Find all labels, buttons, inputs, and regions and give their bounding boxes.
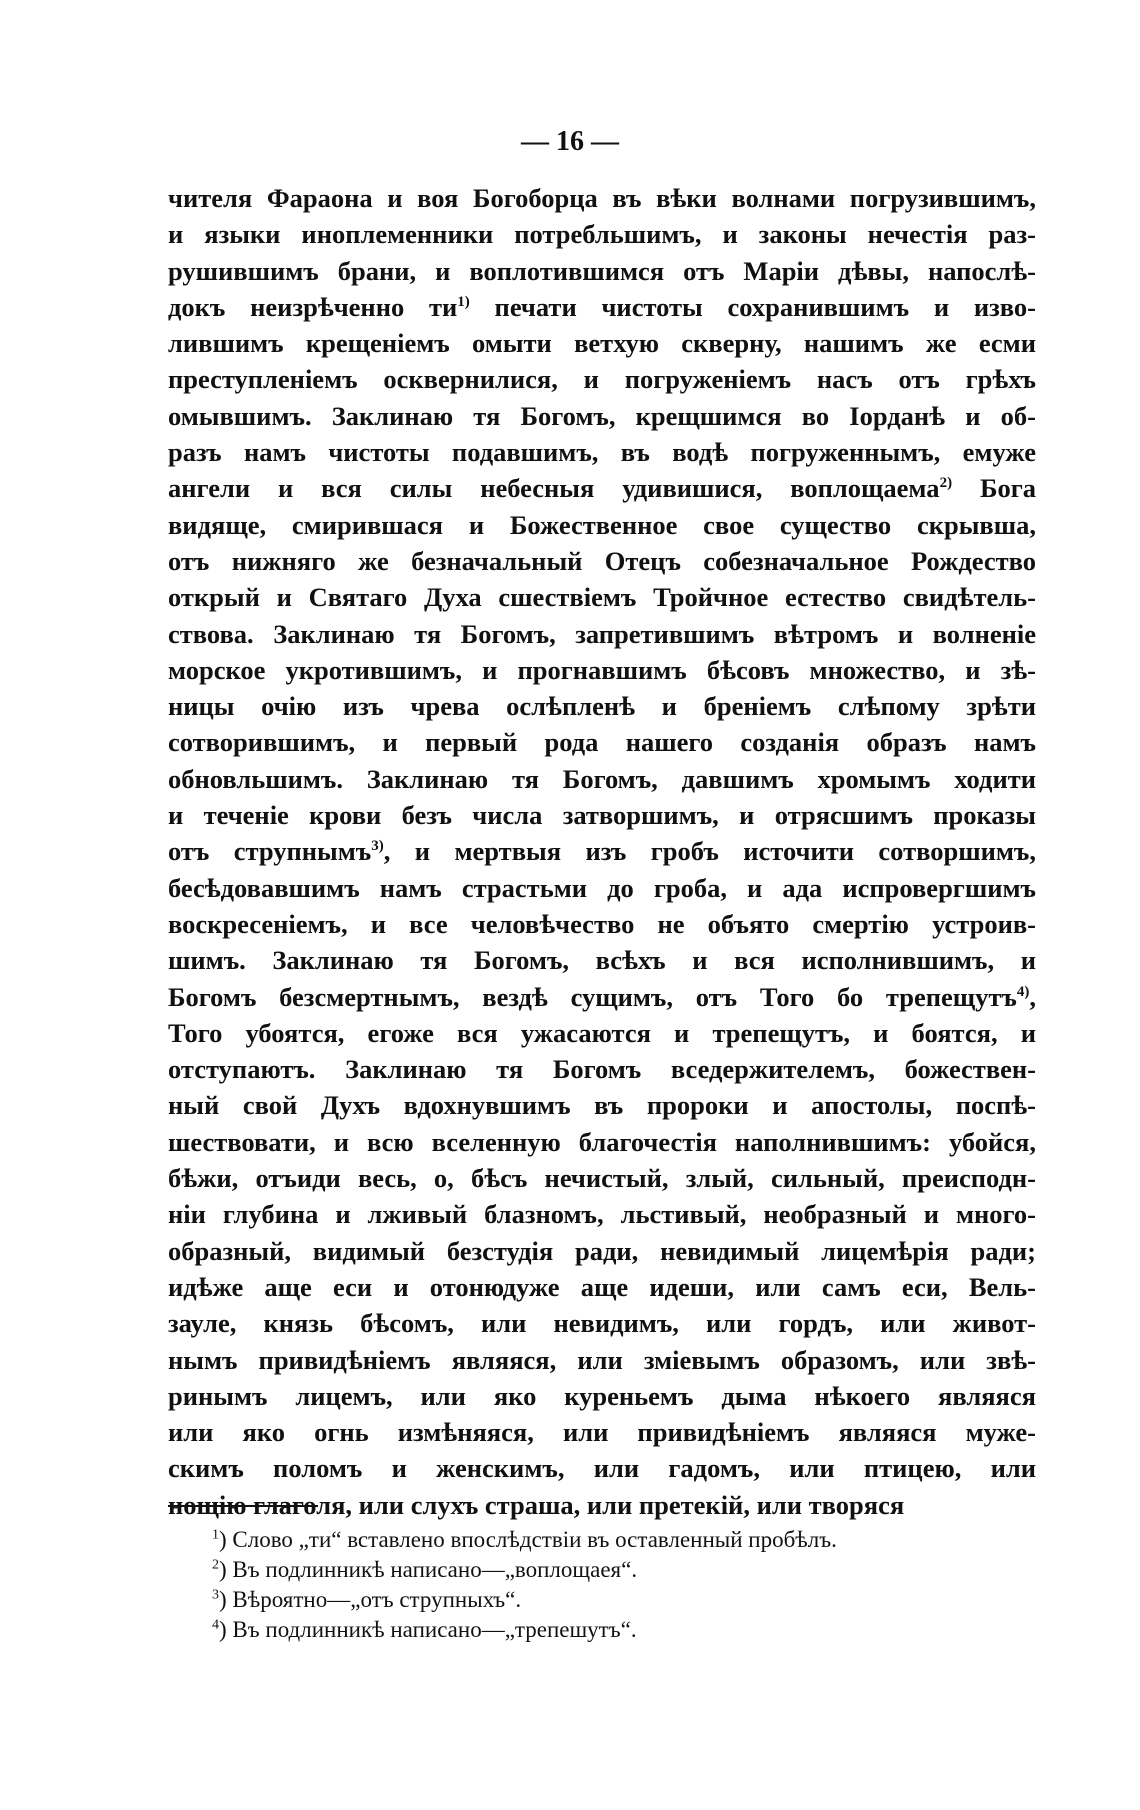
footnote: $^1$) Слово „ти“ вставлено впослѣдствіи въ оставленный пробѣлъ. [212, 1527, 837, 1552]
text-line: скимъ поломъ и женскимъ, или гадомъ, или птицею, или [168, 1453, 1036, 1484]
footnotes [212, 1525, 1012, 1645]
footnote-ref-4: 4) [1016, 983, 1030, 1000]
text-line: зауле, князь бѣсомъ, или невидимъ, или гордъ, или живот- [168, 1308, 1036, 1339]
text-line: докъ неизрѣченно $ти^{1)}$ печати чистоты сохранившимъ и изво- [168, 291, 1036, 322]
text-line: ный свой Духъ вдохнувшимъ въ пророки и апостолы, поспѣ- [168, 1090, 1036, 1121]
text-line: образный, видимый безстудія ради, невидимый лицемѣрія ради; [168, 1235, 1036, 1266]
footnote-divider [168, 1505, 318, 1507]
text-line: или яко огнь измѣняяся, или привидѣніемъ являяся муже- [168, 1417, 1036, 1448]
text-line: омывшимъ. Заклинаю тя Богомъ, крещшимся во Іорданѣ и об- [168, 400, 1036, 431]
text-line: сотворившимъ, и первый рода нашего созданія образъ намъ [168, 727, 1036, 758]
footnote-ref-2: 2) [939, 475, 953, 492]
text-line: разъ намъ чистоты подавшимъ, въ водѣ погруженнымъ, емуже [168, 437, 1036, 468]
text-line: ніи глубина и лживый блазномъ, льстивый, необразный и много- [168, 1199, 1036, 1230]
footnote: $^4$) Въ подлинникѣ написано—„трепешутъ“. [212, 1617, 637, 1642]
text-line: рушившимъ брани, и воплотившимся отъ Маріи дѣвы, напослѣ- [168, 255, 1036, 286]
text-line: идѣже аще еси и отонюдуже аще идеши, или самъ еси, Вель- [168, 1271, 1036, 1302]
text-line: шимъ. Заклинаю тя Богомъ, всѣхъ и вся исполнившимъ, и [168, 945, 1036, 976]
text-line: видяще, смирившася и Божественное свое существо скрывша, [168, 509, 1036, 540]
text-line: обновльшимъ. Заклинаю тя Богомъ, давшимъ хромымъ ходити [168, 763, 1036, 794]
text-line: отъ нижняго же безначальный Отецъ собезначальное Рождество [168, 545, 1036, 576]
text-line: ствова. Заклинаю тя Богомъ, запретившимъ вѣтромъ и волненіе [168, 618, 1036, 649]
text-line: преступленіемъ осквернилися, и погруженіемъ насъ отъ грѣхъ [168, 364, 1036, 395]
text-line: нымъ привидѣніемъ являяся, или зміевымъ образомъ, или звѣ- [168, 1344, 1036, 1375]
text-line: открый и Святаго Духа сшествіемъ Тройчное естество свидѣтель- [168, 582, 1036, 613]
text-line: ангели и вся силы небесныя удивишися, воплощаема$^{2)}$ Бога [168, 473, 1036, 504]
text-line: нощію глаголя, или слухъ страша, или претекій, или творяся [168, 1489, 905, 1520]
text-line: бесѣдовавшимъ намъ страстьми до гроба, и ада испровергшимъ [168, 872, 1036, 903]
footnote: $^3$) Вѣроятно—„отъ струпныхъ“. [212, 1587, 522, 1612]
text-line: Того убоятся, егоже вся ужасаются и трепещутъ, и боятся, и [168, 1017, 1036, 1048]
text-line: и теченіе крови безъ числа затворшимъ, и отрясшимъ проказы [168, 800, 1036, 831]
text-line: отступаютъ. Заклинаю тя Богомъ вседержителемъ, божествен- [168, 1054, 1036, 1085]
text-line: шествовати, и всю вселенную благочестія наполнившимъ: убойся, [168, 1126, 1036, 1157]
text-line: отъ струпнымъ$^{3)}$, и мертвыя изъ гробъ источити сотворшимъ, [168, 836, 1036, 867]
text-line: воскресеніемъ, и все человѣчество не объято смертію устроив- [168, 908, 1036, 939]
text-line: ринымъ лицемъ, или яко куреньемъ дыма нѣкоего являяся [168, 1380, 1036, 1411]
main-text [168, 180, 1036, 1523]
footnote: $^2$) Въ подлинникѣ написано—„воплощаея“. [212, 1557, 638, 1582]
page-number: — 16 — [521, 126, 619, 157]
text-line: бѣжи, отъиди весь, о, бѣсъ нечистый, злый, сильный, преисподн- [168, 1163, 1036, 1194]
footnote-ref-3: 3) [371, 838, 384, 855]
text-line: и языки иноплеменники потребльшимъ, и законы нечестія раз- [168, 219, 1036, 250]
text-line: чителя Фараона и воя Богоборца въ вѣки волнами погрузившимъ, [168, 183, 1036, 213]
text-line: морское укротившимъ, и прогнавшимъ бѣсовъ множество, и зѣ- [168, 654, 1036, 685]
text-line: ницы очію изъ чрева ослѣпленѣ и бреніемъ слѣпому зрѣти [168, 691, 1036, 722]
text-line: лившимъ крещеніемъ омыти ветхую скверну, нашимъ же есми [168, 328, 1036, 359]
text-line: Богомъ безсмертнымъ, вездѣ сущимъ, отъ Того бо трепещутъ$^{4)}$, [168, 981, 1036, 1012]
footnote-ref-1: 1) [457, 294, 470, 311]
